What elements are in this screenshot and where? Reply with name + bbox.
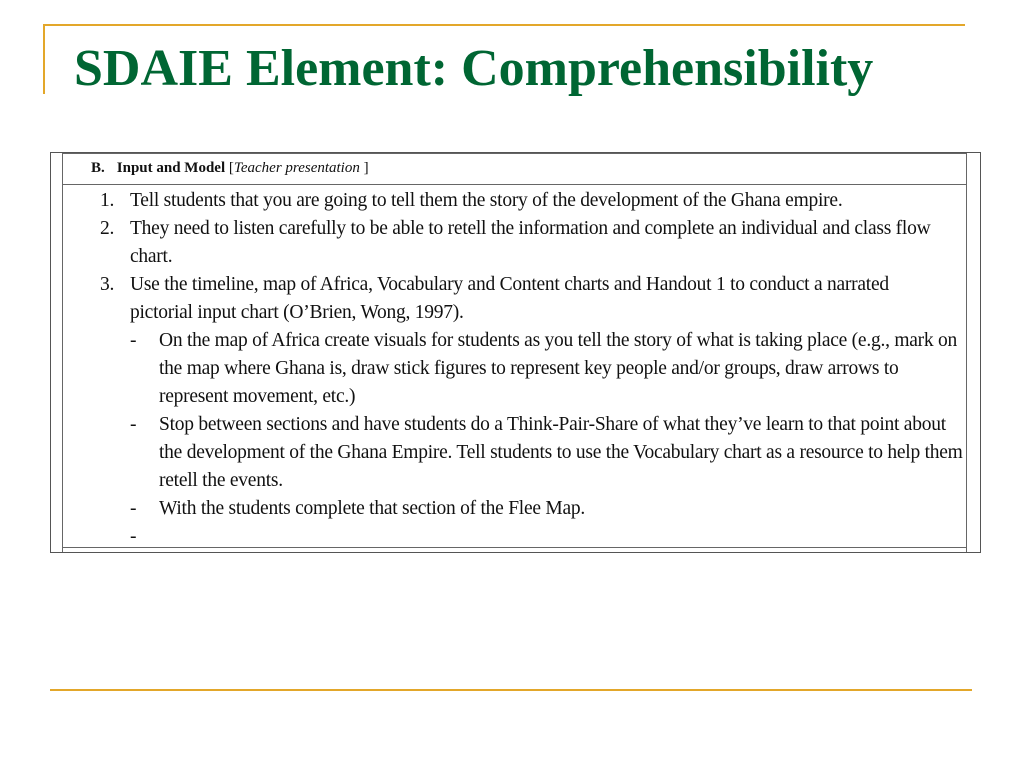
numbered-item — [51, 271, 981, 327]
section-subheading: Teacher presentation — [233, 160, 360, 176]
dash-bullet: - — [130, 330, 137, 351]
dash-item-text — [159, 523, 964, 551]
dash-item — [51, 523, 981, 551]
accent-top-line — [43, 24, 965, 26]
bracket-open: [ — [228, 160, 234, 176]
document-table — [50, 152, 981, 553]
dash-item-text: Stop between sections and have students do a Think-Pair-Share of what they’ve learn to that point about the development of the Ghana Empire. Tell students to use the Vocabulary chart as a resource to help them retell the events. — [159, 414, 963, 491]
slide-title: SDAIE Element: Comprehensibility — [74, 40, 874, 97]
item-number: 2. — [100, 218, 115, 239]
numbered-item — [51, 187, 981, 215]
dash-bullet: - — [130, 526, 137, 547]
dash-item-text: With the students complete that section of the Flee Map. — [159, 498, 586, 519]
bracket-close: ] — [363, 160, 369, 176]
dash-item — [51, 495, 981, 523]
item-number: 3. — [100, 274, 115, 295]
section-heading-text: Input and Model — [116, 160, 226, 176]
header-row-divider — [62, 184, 967, 185]
item-text: They need to listen carefully to be able to retell the information and complete an individual and class flow chart. — [130, 218, 931, 267]
section-heading — [91, 160, 369, 177]
item-number: 1. — [100, 190, 115, 211]
numbered-item — [51, 215, 981, 271]
table-content — [51, 187, 981, 551]
item-text: Use the timeline, map of Africa, Vocabulary and Content charts and Handout 1 to conduct a narrated pictorial input chart (O’Brien, Wong, 1997). — [130, 274, 889, 323]
dash-item-text: On the map of Africa create visuals for students as you tell the story of what is taking place (e.g., mark on the map where Ghana is, draw stick figures to represent key people and/or groups, draw arrows to represent movement, etc.) — [159, 330, 958, 407]
section-letter: B. — [91, 160, 105, 176]
dash-item — [51, 327, 981, 411]
dash-item — [51, 411, 981, 495]
dash-bullet: - — [130, 414, 137, 435]
accent-vertical-line — [43, 24, 45, 94]
dash-bullet: - — [130, 498, 137, 519]
table-top-inner-line — [62, 153, 967, 154]
item-text: Tell students that you are going to tell them the story of the development of the Ghana empire. — [130, 190, 843, 211]
accent-bottom-line — [50, 689, 972, 691]
